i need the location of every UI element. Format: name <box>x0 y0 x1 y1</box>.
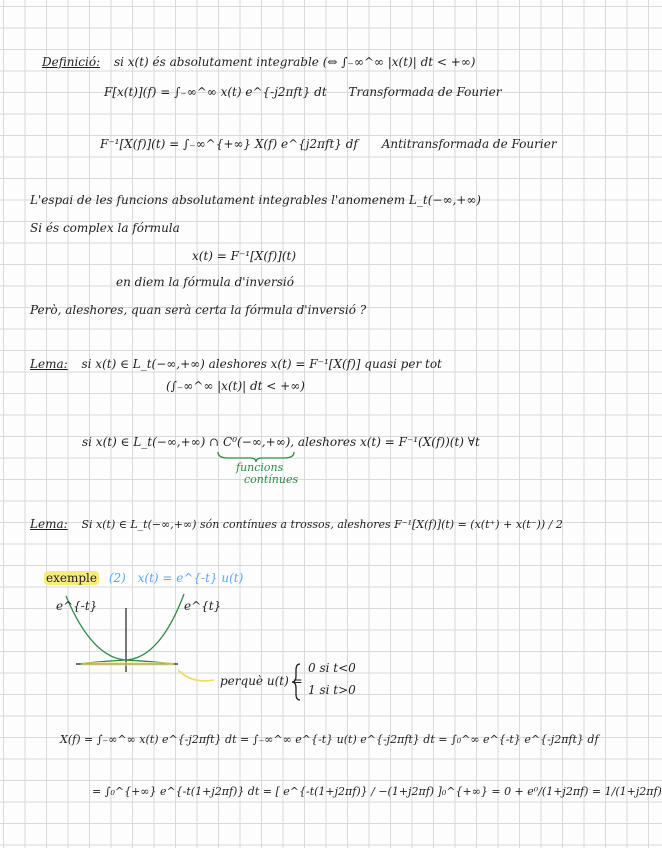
annotation-continuous: contínues <box>244 473 299 486</box>
annotation-functions: funcions <box>236 461 284 474</box>
fourier-name: Transformada de Fourier <box>348 85 502 99</box>
arrow-icon <box>178 670 214 681</box>
lemma1-label: Lema: <box>30 357 68 371</box>
curve-label-right: e^{t} <box>184 599 222 613</box>
case-1: 0 si t<0 <box>308 661 356 675</box>
curve-label-left: e^{-t} <box>56 599 98 613</box>
example-header <box>44 572 243 585</box>
example-function: x(t) = e^{-t} u(t) <box>137 571 244 585</box>
example-label: exemple <box>46 571 97 585</box>
definition-line <box>42 56 475 69</box>
definition-condition: si x(t) és absolutament integrable (⇔ ∫₋∞^∞ |x(t)| dt < +∞) <box>113 55 476 69</box>
calculation-line-1: X(f) = ∫₋∞^∞ x(t) e^{-j2πft} dt = ∫₋∞^∞ e^{-t} u(t) e^{-j2πft} dt = ∫₀^∞ e^{-t} e^{-j2πft} df <box>60 733 599 746</box>
inverse-formula: F⁻¹[X(f)](t) = ∫₋∞^{+∞} X(f) e^{j2πft} df <box>100 137 358 151</box>
fourier-transform-line <box>104 86 501 99</box>
because-text: perquè u(t) = <box>220 674 303 688</box>
lemma2-label: Lema: <box>30 517 68 531</box>
inversion-question: Però, aleshores, quan serà certa la fórmula d'inversió ? <box>30 303 367 317</box>
inverse-transform-line <box>100 138 557 151</box>
lemma2-line <box>30 518 563 531</box>
inversion-name: en diem la fórmula d'inversió <box>116 275 294 289</box>
inverse-name: Antitransformada de Fourier <box>381 137 557 151</box>
lemma2-text: Si x(t) ∈ L_t(−∞,+∞) són contínues a trossos, aleshores F⁻¹[X(f)](t) = (x(t⁺) + x(t⁻)) / 2 <box>81 518 563 531</box>
lemma1-continuous-line: si x(t) ∈ L_t(−∞,+∞) ∩ C⁰(−∞,+∞), aleshores x(t) = F⁻¹(X(f))(t) ∀t <box>82 435 480 449</box>
case-2: 1 si t>0 <box>308 683 356 697</box>
definition-label: Definició: <box>42 55 101 69</box>
complex-line: Si és complex la fórmula <box>30 221 180 235</box>
inversion-formula: x(t) = F⁻¹[X(f)](t) <box>192 249 297 263</box>
lemma1-line <box>30 358 442 371</box>
calculation-line-2: = ∫₀^{+∞} e^{-t(1+j2πf)} dt = [ e^{-t(1+j2πf)} / −(1+j2πf) ]₀^{+∞} = 0 + e⁰/(1+j2πf) = 1/(1+j2πf) <box>92 785 662 798</box>
space-line: L'espai de les funcions absolutament integrables l'anomenem L_t(−∞,+∞) <box>30 193 481 207</box>
fourier-formula: F[x(t)](f) = ∫₋∞^∞ x(t) e^{-j2πft} dt <box>104 85 327 99</box>
example-number: (2) <box>108 571 126 585</box>
lemma1-text: si x(t) ∈ L_t(−∞,+∞) aleshores x(t) = F⁻¹[X(f)] quasi per tot <box>81 357 442 371</box>
lemma1-condition: (∫₋∞^∞ |x(t)| dt < +∞) <box>166 379 305 393</box>
